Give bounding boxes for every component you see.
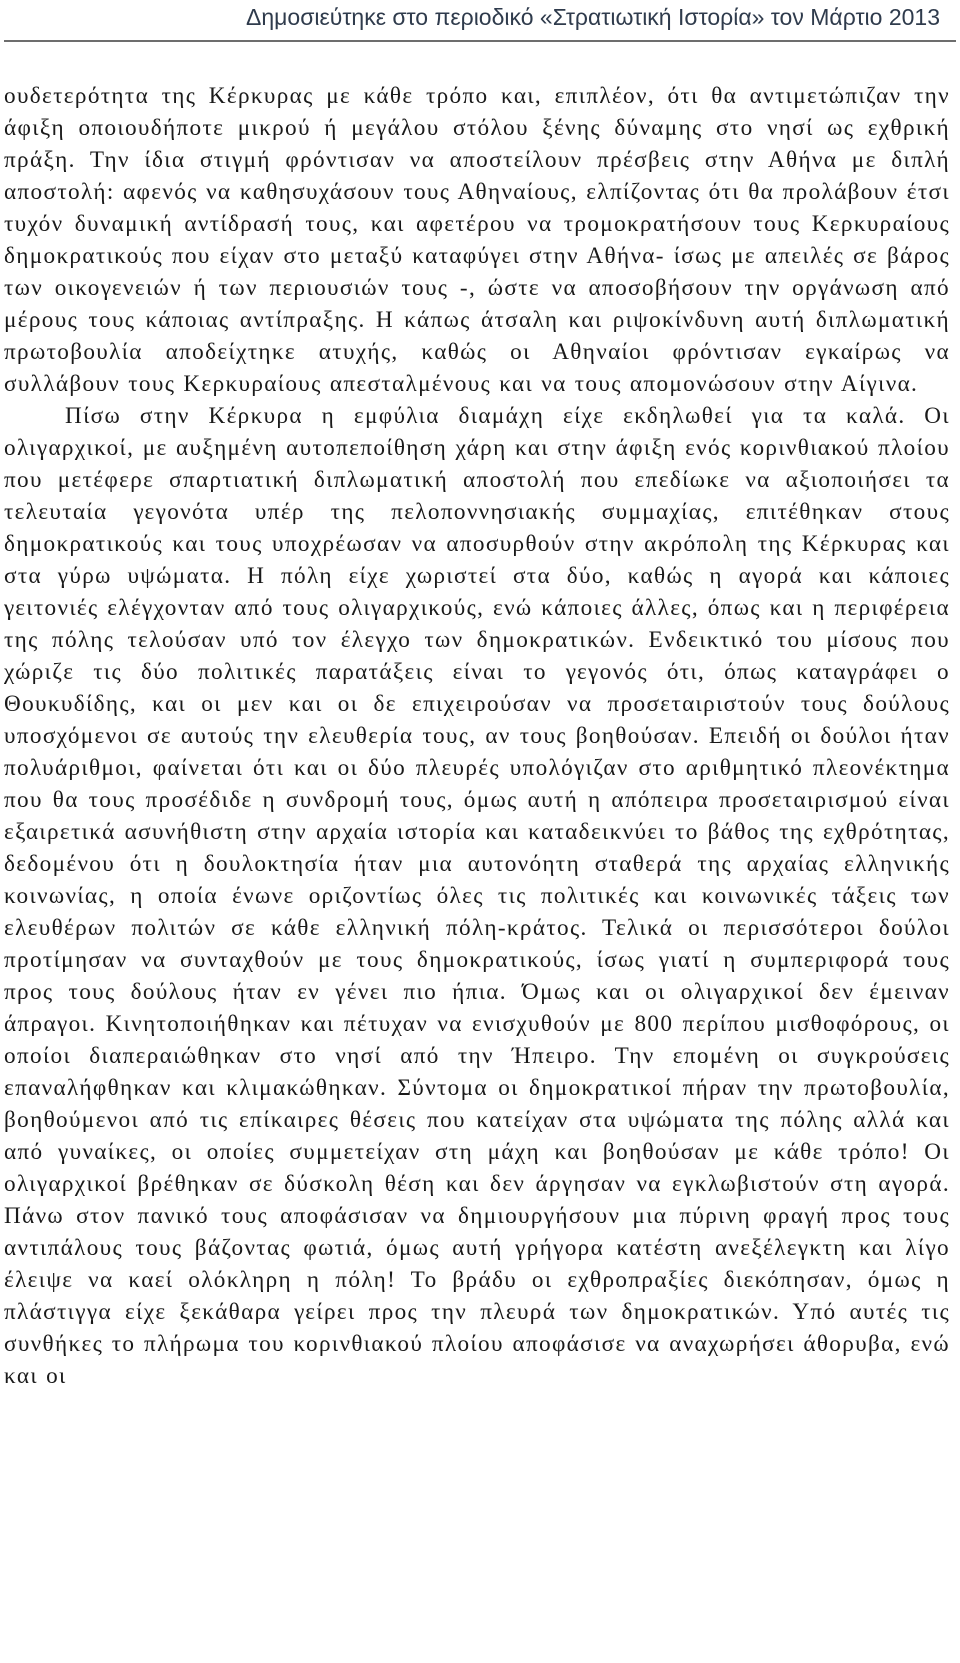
body-text — [4, 80, 950, 1392]
paragraph-1: ουδετερότητα της Κέρκυρας με κάθε τρόπο και, επιπλέον, ότι θα αντιμετώπιζαν την άφιξη οποιουδήποτε μικρού ή μεγάλου στόλου ξένης δύναμης στο νησί ως εχθρική πράξη. Την ίδια στιγμή φρόντισαν να αποστείλουν πρέσβεις στην Αθήνα με διπλή αποστολή: αφενός να καθησυχάσουν τους Αθηναίους, ελπίζοντας ότι θα προλάβουν έτσι τυχόν δυναμική αντίδρασή τους, και αφετέρου να τρομοκρατήσουν τους Κερκυραίους δημοκρατικούς που είχαν στο μεταξύ καταφύγει στην Αθήνα- ίσως με απειλές σε βάρος των οικογενειών ή των περιουσιών τους -, ώστε να αποσοβήσουν την οργάνωση από μέρους τους κάποιας αντίπραξης. Η κάπως άτσαλη και ριψοκίνδυνη αυτή διπλωματική πρωτοβουλία αποδείχτηκε ατυχής, καθώς οι Αθηναίοι φρόντισαν εγκαίρως να συλλάβουν τους Κερκυραίους απεσταλμένους και να τους απομονώσουν στην Αίγινα. — [4, 83, 950, 397]
paragraph-2: Πίσω στην Κέρκυρα η εμφύλια διαμάχη είχε εκδηλωθεί για τα καλά. Οι ολιγαρχικοί, με αυξημένη αυτοπεποίθηση χάρη και στην άφιξη ενός κορινθιακού πλοίου που μετέφερε σπαρτιατική διπλωματική αποστολή που επεδίωκε να αξιοποιήσει τα τελευταία γεγονότα υπέρ της πελοποννησιακής συμμαχίας, επιτέθηκαν στους δημοκρατικούς και τους υποχρέωσαν να αποσυρθούν στην ακρόπολη της Κέρκυρας και στα γύρω υψώματα. Η πόλη είχε χωριστεί στα δύο, καθώς η αγορά και κάποιες γειτονιές ελέγχονταν από τους ολιγαρχικούς, ενώ κάποιες άλλες, όπως και η περιφέρεια της πόλης τελούσαν υπό τον έλεγχο των δημοκρατικών. Ενδεικτικό του μίσους που χώριζε τις δύο πολιτικές παρατάξεις είναι το γεγονός ότι, όπως καταγράφει ο Θουκυδίδης, και οι μεν και οι δε επιχειρούσαν να προσεταιριστούν τους δούλους υποσχόμενοι σε αυτούς την ελευθερία τους, αν τους βοηθούσαν. Επειδή οι δούλοι ήταν πολυάριθμοι, φαίνεται ότι και οι δύο πλευρές υπολόγιζαν στο αριθμητικό πλεονέκτημα που θα τους προσέδιδε η συνδρομή τους, όμως αυτή η απόπειρα προσεταιρισμού είναι εξαιρετικά ασυνήθιστη στην αρχαία ιστορία και καταδεικνύει το βάθος της εχθρότητας, δεδομένου ότι η δουλοκτησία ήταν μια αυτονόητη σταθερά της αρχαίας ελληνικής κοινωνίας, η οποία ένωνε οριζοντίως όλες τις πολιτικές και κοινωνικές τάξεις των ελευθέρων πολιτών σε κάθε ελληνική πόλη-κράτος. Τελικά οι περισσότεροι δούλοι προτίμησαν να συνταχθούν με τους δημοκρατικούς, ίσως γιατί η συμπεριφορά τους προς τους δούλους ήταν εν γένει πιο ήπια. Όμως και οι ολιγαρχικοί δεν έμειναν άπραγοι. Κινητοποιήθηκαν και πέτυχαν να ενισχυθούν με 800 περίπου μισθοφόρους, οι οποίοι διαπεραιώθηκαν στο νησί από την Ήπειρο. Την επομένη οι συγκρούσεις επαναλήφθηκαν και κλιμακώθηκαν. Σύντομα οι δημοκρατικοί πήραν την πρωτοβουλία, βοηθούμενοι από τις επίκαιρες θέσεις που κατείχαν στα υψώματα της πόλης αλλά και από γυναίκες, οι οποίες συμμετείχαν στη μάχη και βοηθούσαν με κάθε τρόπο! Οι ολιγαρχικοί βρέθηκαν σε δύσκολη θέση και δεν άργησαν να εγκλωβιστούν στη αγορά. Πάνω στον πανικό τους αποφάσισαν να δημιουργήσουν μια πύρινη φραγή προς τους αντιπάλους τους βάζοντας φωτιά, όμως αυτή γρήγορα κατέστη ανεξέλεγκτη και λίγο έλειψε να καεί ολόκληρη η πόλη! Το βράδυ οι εχθροπραξίες διεκόπησαν, όμως η πλάστιγγα είχε ξεκάθαρα γείρει προς την πλευρά των δημοκρατικών. Υπό αυτές τις συνθήκες το πλήρωμα του κορινθιακού πλοίου αποφάσισε να αναχωρήσει άθορυβα, ενώ και οι — [4, 403, 950, 1389]
running-header: Δημοσιεύτηκε στο περιοδικό «Στρατιωτική Ιστορία» τον Μάρτιο 2013 — [246, 4, 940, 30]
header-divider — [4, 40, 956, 42]
